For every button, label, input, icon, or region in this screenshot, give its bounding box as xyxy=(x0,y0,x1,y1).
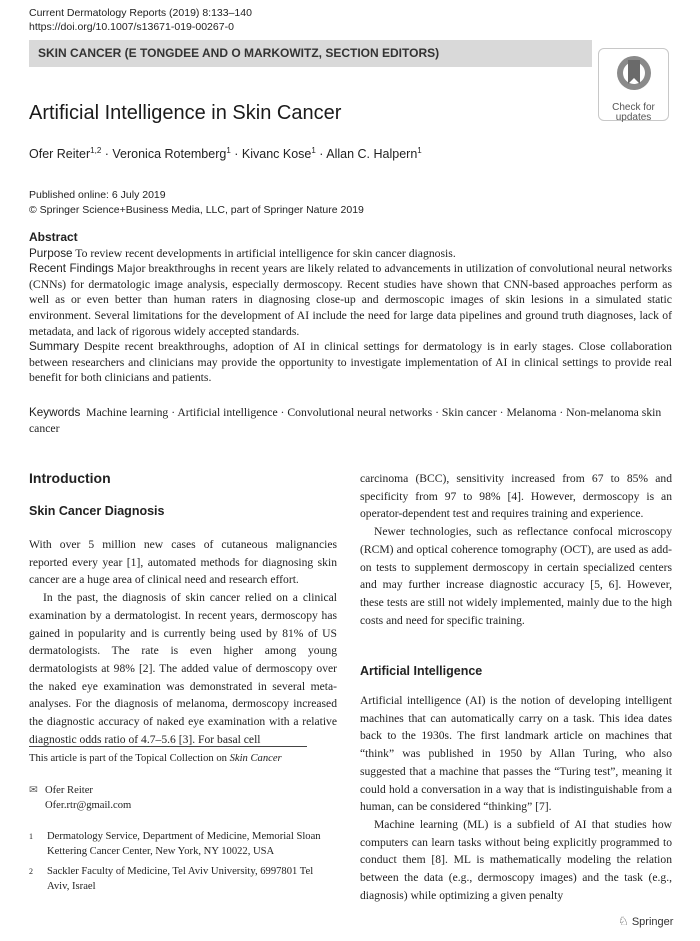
findings-label: Recent Findings xyxy=(29,262,114,276)
skin-cancer-diagnosis-heading: Skin Cancer Diagnosis xyxy=(29,504,165,518)
abstract-findings: Recent Findings Major breakthroughs in recent years are likely related to advancements in utilization of convolutional neural networks (CNNs) for dermatologic image analysis, especially dermoscopy. Recent studies have shown that CNN-based approaches perform as well as or even better than human raters in diagnosing close-up and dermoscopic images of skin lesions in a simulated static environment. Several limitations for the development of AI include the need for large data pipelines and ground truth diagnoses, lack of metadata, and lack of rigorous widely accepted standards. xyxy=(29,262,673,338)
author-list: Ofer Reiter$^{1,2}$ · Veronica Rotemberg$^1$ · Kivanc Kose$^1$ · Allan C. Halpern$^1$ xyxy=(29,146,422,162)
springer-horse-icon: ♘ xyxy=(618,914,629,928)
abstract-summary: Summary Despite recent breakthroughs, adoption of AI in clinical settings for dermatology is in early stages. Close collaboration between researchers and clinicians may provide the opportunity to investigate implementation of AI in clinical settings to provide real benefit for both clinicians and patients. xyxy=(29,340,672,385)
paragraph: carcinoma (BCC), sensitivity increased from 67 to 85% and specificity from 97 to 98% [4]. However, dermoscopy is an operator-dependent test and requires training and experience. xyxy=(360,472,672,521)
publisher-name: Springer xyxy=(631,916,674,928)
publication-info xyxy=(29,188,364,218)
bookmark-ribbon-icon xyxy=(614,54,654,96)
author-affiliation: 1,2 xyxy=(90,146,102,155)
right-column-body-top xyxy=(360,470,672,629)
envelope-icon: ✉ xyxy=(29,785,38,796)
check-for-updates-badge[interactable] xyxy=(598,48,669,121)
paragraph: In the past, the diagnosis of skin cancer relied on a clinical examination by a dermatologist. In recent years, dermoscopy has gained in popularity and is currently being used by 81% of US dermatologists. The rate is even higher among young dermatologists at 98% [2]. The added value of dermoscopy over the naked eye examination was demonstrated in several meta-analyses. For the diagnosis of melanoma, dermoscopy increased the diagnostic accuracy of naked eye examination with a relative diagnostic odds ratio of 4.7–5.6 [3]. For basal cell xyxy=(29,591,337,746)
affiliation-1: 1 Dermatology Service, Department of Medicine, Memorial Sloan Kettering Cancer Center, New York, NY 10022, USA xyxy=(29,831,321,857)
abstract-heading: Abstract xyxy=(29,230,78,244)
copyright: © Springer Science+Business Media, LLC, part of Springer Nature 2019 xyxy=(29,204,364,216)
keywords xyxy=(29,405,672,437)
publisher-logo xyxy=(618,914,673,928)
purpose-label: Purpose xyxy=(29,246,73,260)
corresponding-name: Ofer Reiter xyxy=(45,785,93,796)
corresponding-email[interactable]: Ofer.rtr@gmail.com xyxy=(45,800,132,811)
right-column-body-bottom xyxy=(360,692,672,904)
paragraph: Newer technologies, such as reflectance confocal microscopy (RCM) and optical coherence tomography (OCT), are used as add-on tests to supplement dermoscopy in certain specialized centers and may further increase diagnostic accuracy [5, 6]. However, these tests are still not widely implemented, mainly due to the high costs and need for specific training. xyxy=(360,525,672,627)
introduction-heading: Introduction xyxy=(29,470,111,486)
published-date: Published online: 6 July 2019 xyxy=(29,189,166,201)
paragraph: Artificial intelligence (AI) is the notion of developing intelligent machines that can automatically carry on a task. This idea dates back to the 1930s. The first landmark article on machines that “think” was published in 1950 by Allan Turing, who also suggested that a machine that passes the “Turing test”, meaning it could hold a conversation in a way that is indistinguishable from a human, can be considered “thinking” [7]. xyxy=(360,694,672,814)
author-affiliation: 1 xyxy=(311,146,316,155)
abstract-purpose: Purpose To review recent developments in artificial intelligence for skin cancer diagnosis. xyxy=(29,246,456,260)
author-name: Veronica Rotemberg xyxy=(112,147,227,162)
author-name: Ofer Reiter xyxy=(29,147,91,162)
journal-line: Current Dermatology Reports (2019) 8:133–140 xyxy=(29,7,252,19)
author-affiliation: 1 xyxy=(417,146,422,155)
topical-collection-note: This article is part of the Topical Collection on Skin Cancer xyxy=(29,753,282,764)
artificial-intelligence-heading: Artificial Intelligence xyxy=(360,664,483,678)
paper-title: Artificial Intelligence in Skin Cancer xyxy=(29,102,342,124)
author-name: Allan C. Halpern xyxy=(326,147,418,162)
check-for-updates-label: Check for updates xyxy=(612,102,655,123)
affiliation-2: 2 Sackler Faculty of Medicine, Tel Aviv University, 6997801 Tel Aviv, Israel xyxy=(29,866,314,892)
author-name: Kivanc Kose xyxy=(241,147,312,162)
paragraph: With over 5 million new cases of cutaneous malignancies reported every year [1], automated methods for diagnosing skin cancer are a huge area of clinical need and research effort. xyxy=(29,538,337,587)
left-column-body xyxy=(29,536,337,748)
section-bar: SKIN CANCER (E TONGDEE AND O MARKOWITZ, SECTION EDITORS) xyxy=(29,40,592,67)
journal-citation xyxy=(29,6,252,34)
doi-link[interactable]: https://doi.org/10.1007/s13671-019-00267-0 xyxy=(29,21,234,33)
keywords-text: Machine learning · Artificial intelligence · Convolutional neural networks · Skin cancer · Melanoma · Non-melanoma skin cancer xyxy=(29,406,662,435)
author-affiliation: 1 xyxy=(226,146,231,155)
paragraph: Machine learning (ML) is a subfield of AI that studies how computers can learn tasks without being explicitly programmed to conduct them [8]. ML is mathematically modeling the relation between the data (e.g., dermoscopy images) and the task (e.g., diagnosis) while optimizing a given penalty xyxy=(360,817,672,902)
summary-label: Summary xyxy=(29,340,80,354)
corresponding-author xyxy=(29,783,329,813)
footnote-divider xyxy=(29,746,307,747)
keywords-label: Keywords xyxy=(29,406,81,419)
abstract xyxy=(29,230,672,386)
